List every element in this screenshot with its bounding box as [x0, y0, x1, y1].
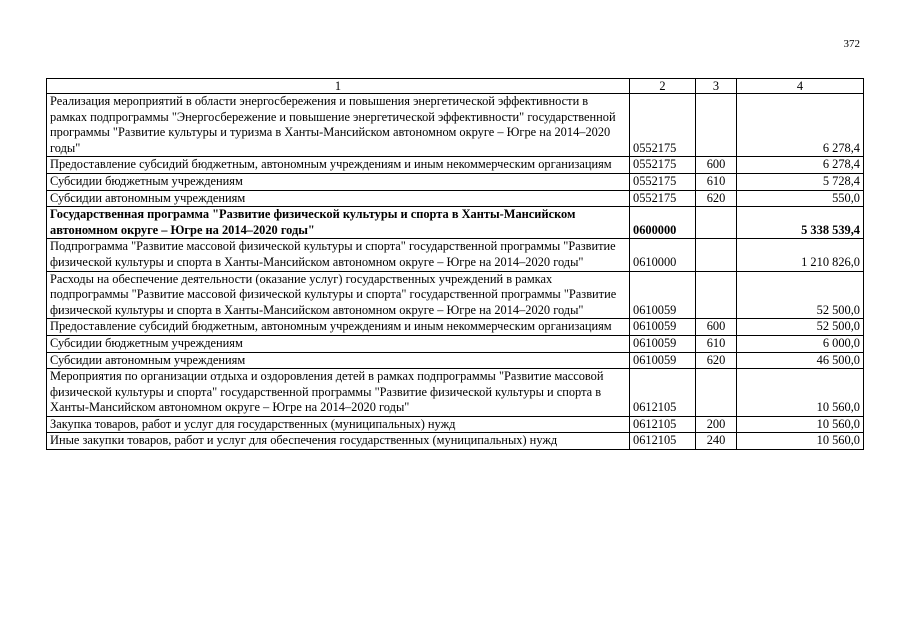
- cell-amount: 1 210 826,0: [737, 239, 864, 271]
- table-body: [47, 79, 864, 450]
- cell-target-code: 0612105: [630, 433, 696, 450]
- cell-target-code: 0610059: [630, 352, 696, 369]
- cell-amount: 6 278,4: [737, 157, 864, 174]
- cell-amount: 10 560,0: [737, 369, 864, 417]
- cell-expense-type: 610: [696, 173, 737, 190]
- cell-expense-type: [696, 369, 737, 417]
- cell-amount: 550,0: [737, 190, 864, 207]
- table-row: [47, 416, 864, 433]
- cell-target-code: 0552175: [630, 94, 696, 157]
- cell-expense-type: [696, 271, 737, 319]
- cell-name: Подпрограмма "Развитие массовой физической культуры и спорта" государственной программы "Развитие физической культуры и спорта в Ханты-Мансийском автономном округе – Югре на 2014–2020 годы": [47, 239, 630, 271]
- cell-amount: 52 500,0: [737, 319, 864, 336]
- cell-target-code: 0552175: [630, 173, 696, 190]
- budget-table: [46, 78, 864, 450]
- cell-expense-type: [696, 207, 737, 239]
- cell-amount: 5 728,4: [737, 173, 864, 190]
- cell-target-code: 0600000: [630, 207, 696, 239]
- cell-name: Расходы на обеспечение деятельности (оказание услуг) государственных учреждений в рамках подпрограммы "Развитие массовой физической культуры и спорта" государственной программы "Развитие физической культуры и спорта в Ханты-Мансийском автономном округе – Югре на 2014–2020 годы": [47, 271, 630, 319]
- cell-name: Реализация мероприятий в области энергосбережения и повышения энергетической эффективности в рамках подпрограммы "Энергосбережение и повышение энергетической эффективности" государственной программы "Развитие культуры и туризма в Ханты-Мансийском автономном округе – Югре на 2014–2020 годы": [47, 94, 630, 157]
- table-row: [47, 319, 864, 336]
- cell-target-code: 0610000: [630, 239, 696, 271]
- cell-target-code: 0552175: [630, 190, 696, 207]
- cell-name: Предоставление субсидий бюджетным, автономным учреждениям и иным некоммерческим организациям: [47, 319, 630, 336]
- cell-expense-type: 610: [696, 335, 737, 352]
- cell-amount: 6 000,0: [737, 335, 864, 352]
- cell-expense-type: [696, 239, 737, 271]
- table-row: [47, 239, 864, 271]
- table-row: [47, 190, 864, 207]
- cell-target-code: 0610059: [630, 271, 696, 319]
- cell-amount: 10 560,0: [737, 433, 864, 450]
- cell-target-code: 0612105: [630, 369, 696, 417]
- table-header-row: [47, 79, 864, 94]
- cell-expense-type: [696, 94, 737, 157]
- cell-amount: 10 560,0: [737, 416, 864, 433]
- cell-name: Субсидии автономным учреждениям: [47, 352, 630, 369]
- cell-expense-type: 600: [696, 157, 737, 174]
- table-row: [47, 173, 864, 190]
- cell-expense-type: 240: [696, 433, 737, 450]
- cell-expense-type: 620: [696, 352, 737, 369]
- cell-name: Субсидии бюджетным учреждениям: [47, 173, 630, 190]
- cell-expense-type: 620: [696, 190, 737, 207]
- cell-name: Предоставление субсидий бюджетным, автономным учреждениям и иным некоммерческим организациям: [47, 157, 630, 174]
- cell-amount: 46 500,0: [737, 352, 864, 369]
- cell-expense-type: 200: [696, 416, 737, 433]
- table-row: [47, 157, 864, 174]
- cell-name: Мероприятия по организации отдыха и оздоровления детей в рамках подпрограммы "Развитие массовой физической культуры и спорта" государственной программы "Развитие физической культуры и спорта в Ханты-Мансийском автономном округе – Югре на 2014–2020 годы": [47, 369, 630, 417]
- cell-name: Закупка товаров, работ и услуг для государственных (муниципальных) нужд: [47, 416, 630, 433]
- cell-target-code: 0552175: [630, 157, 696, 174]
- cell-target-code: 0612105: [630, 416, 696, 433]
- cell-target-code: 0610059: [630, 335, 696, 352]
- cell-target-code: 0610059: [630, 319, 696, 336]
- table-row: [47, 271, 864, 319]
- cell-amount: 6 278,4: [737, 94, 864, 157]
- header-cell-sum: 4: [737, 79, 864, 94]
- cell-amount: 5 338 539,4: [737, 207, 864, 239]
- page-number: 372: [843, 38, 860, 50]
- cell-name: Иные закупки товаров, работ и услуг для обеспечения государственных (муниципальных) нужд: [47, 433, 630, 450]
- header-cell-name: 1: [47, 79, 630, 94]
- cell-name: Государственная программа "Развитие физической культуры и спорта в Ханты-Мансийском автономном округе – Югре на 2014–2020 годы": [47, 207, 630, 239]
- cell-name: Субсидии автономным учреждениям: [47, 190, 630, 207]
- table-row: [47, 335, 864, 352]
- table-row: [47, 94, 864, 157]
- cell-amount: 52 500,0: [737, 271, 864, 319]
- cell-name: Субсидии бюджетным учреждениям: [47, 335, 630, 352]
- cell-expense-type: 600: [696, 319, 737, 336]
- table-row: [47, 207, 864, 239]
- table-row: [47, 433, 864, 450]
- table-row: [47, 352, 864, 369]
- header-cell-type: 3: [696, 79, 737, 94]
- header-cell-code: 2: [630, 79, 696, 94]
- table-row: [47, 369, 864, 417]
